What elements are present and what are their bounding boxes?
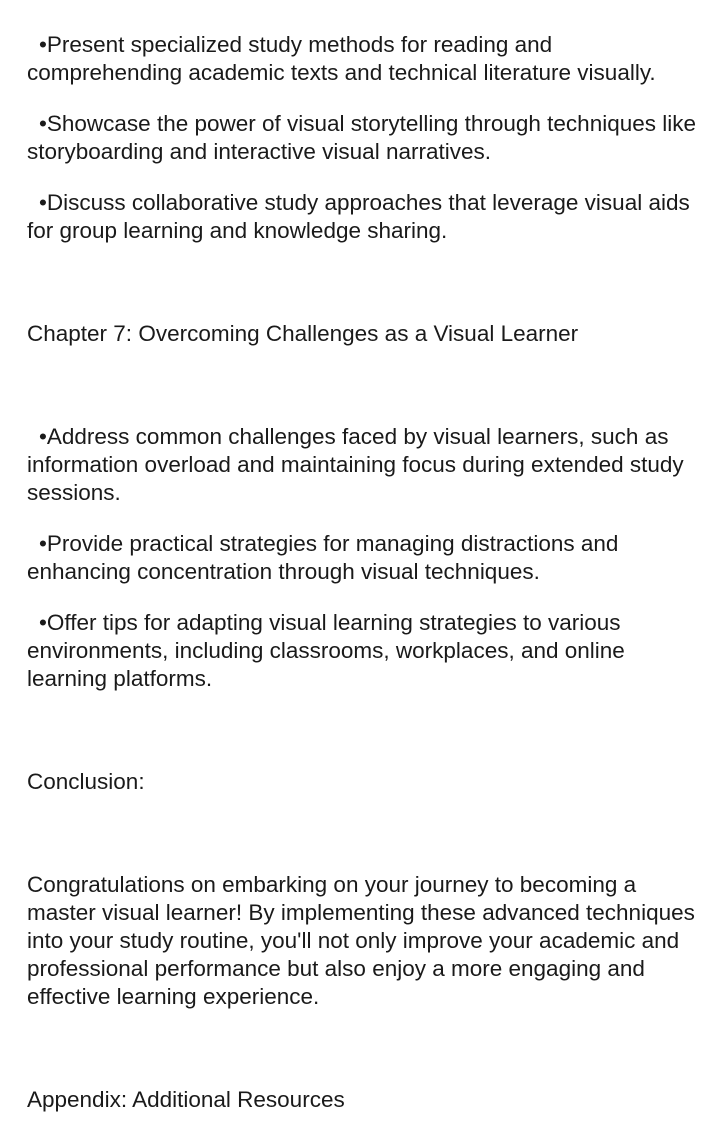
bullet-text: Offer tips for adapting visual learning strategies to various environments, including classrooms, workplaces, and online learning platforms.	[27, 610, 625, 691]
bullet-text: Address common challenges faced by visual learners, such as information overload and maintaining focus during extended study sessions.	[27, 424, 684, 505]
bullet-item	[27, 110, 707, 166]
bullet-marker: •	[39, 111, 47, 136]
chapter-heading: Chapter 7: Overcoming Challenges as a Visual Learner	[27, 321, 579, 346]
bullet-marker: •	[39, 531, 47, 556]
conclusion-paragraph: Congratulations on embarking on your journey to becoming a master visual learner! By implementing these advanced techniques into your study routine, you'll not only improve your academic and professional performance but also enjoy a more engaging and effective learning experience.	[27, 872, 695, 1009]
bullet-text: Present specialized study methods for reading and comprehending academic texts and technical literature visually.	[27, 32, 656, 85]
appendix-heading: Appendix: Additional Resources	[27, 1087, 345, 1112]
bullet-text: Discuss collaborative study approaches that leverage visual aids for group learning and knowledge sharing.	[27, 190, 690, 243]
bullet-item	[27, 530, 707, 586]
document-page	[27, 31, 707, 1114]
bullet-text: Provide practical strategies for managing distractions and enhancing concentration through visual techniques.	[27, 531, 619, 584]
bullet-marker: •	[39, 190, 47, 215]
bullet-marker: •	[39, 424, 47, 449]
bullet-item	[27, 609, 707, 693]
conclusion-heading: Conclusion:	[27, 769, 145, 794]
bullet-item	[27, 423, 707, 507]
bullet-marker: •	[39, 32, 47, 57]
bullet-text: Showcase the power of visual storytelling through techniques like storyboarding and interactive visual narratives.	[27, 111, 697, 164]
bullet-item	[27, 31, 707, 87]
bullet-marker: •	[39, 610, 47, 635]
bullet-item	[27, 189, 707, 245]
